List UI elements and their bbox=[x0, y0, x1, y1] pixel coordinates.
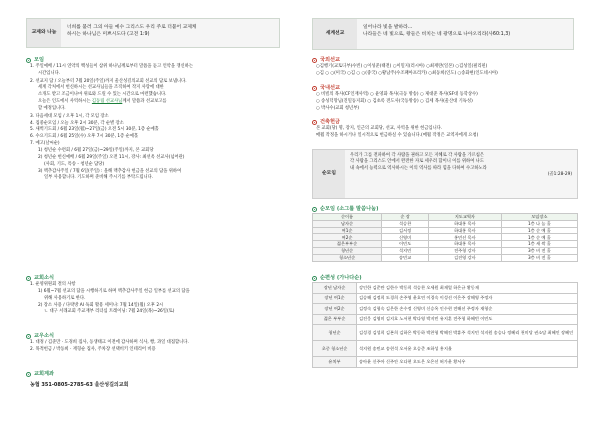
bullet-circle-icon bbox=[312, 276, 317, 281]
bullet-circle-icon bbox=[312, 120, 317, 125]
table-cell: 청년순 bbox=[313, 325, 357, 341]
list-item: 오늘은 인도에서 사역하시는 김동림 선교사님께서 말씀과 선교보고를 bbox=[38, 99, 167, 105]
table-row bbox=[313, 341, 578, 357]
left-page bbox=[26, 12, 296, 420]
right-page bbox=[312, 12, 582, 420]
table-row bbox=[313, 314, 578, 325]
member-news-list bbox=[26, 340, 284, 353]
domestic-mission-list bbox=[312, 92, 582, 111]
bullet-circle-icon bbox=[26, 372, 31, 377]
table-row bbox=[313, 325, 578, 341]
list-item: 2. 선교지 담 / 오늘부터 7월 20일(주일)까지 울산성길의교회 선교의 담로 보냅니다. bbox=[30, 78, 187, 84]
bullet-circle-icon bbox=[312, 58, 317, 63]
list-item: 일부 사용합니다. 기도하며 준비해 주시기를 부탁드립니다. bbox=[44, 175, 154, 181]
table-cell: 장년 여1순 bbox=[313, 293, 357, 304]
section-overseas-mission bbox=[312, 56, 582, 78]
section-church-news bbox=[26, 274, 284, 316]
table-cell: 김승해 김정희 도경희 손주영 윤호연 이경숙 이성선 이은주 장해영 주정자 bbox=[357, 293, 578, 304]
bullet-circle-icon bbox=[312, 86, 317, 91]
table-cell: 장년 남자순 bbox=[313, 283, 357, 294]
table-cell: 김성경 김성희 김본희 김하은 박동하 박찬형 박해진 박휴주 석지민 석지원 송승나 정혜리 천미당 권소담 최혜인 장혜인 bbox=[357, 325, 578, 341]
motto-line-2: 하시는 하나님은 미쁘시도다 (고전 1:9) bbox=[67, 32, 150, 38]
table-cell: 유치부 bbox=[313, 357, 357, 368]
fellowship-motto-box bbox=[26, 18, 280, 48]
section-moim bbox=[26, 56, 284, 182]
table-cell: 전주형 강사 bbox=[429, 247, 502, 254]
verse-reference: (골1:28-29) bbox=[547, 172, 572, 178]
world-mission-box bbox=[312, 18, 574, 50]
world-mission-tag: 세계선교 bbox=[313, 19, 357, 49]
motto-line-1: 너희를 불러 그의 아들 예수 그리스도 우리 주로 더불어 교제케 bbox=[67, 25, 197, 30]
list-item: 1. 대정 / 김준만 · 도경희 집사, 동생태크 이전에 감사하며 식사, 빵, 과일 대접합니다. bbox=[30, 340, 189, 345]
list-item: 4. 집중순모임 / 오늘 오후 2시 30분, 각 순별 장소 bbox=[30, 120, 124, 126]
table-cell: 석지민 bbox=[382, 247, 429, 254]
list-item: 1. 운영위원회 결의 사항 bbox=[30, 282, 76, 287]
list-item: 5. 새벽기도회 / 6월 23일(월)~27일(금) 오전 5시 30분, 1층 순예홀 bbox=[30, 127, 159, 133]
building-offering-title: 건축헌금 bbox=[320, 118, 341, 125]
building-offering-list bbox=[312, 126, 582, 139]
group-members-table bbox=[312, 282, 578, 368]
bank-account-number: 농협 351-0805-2785-63 울산성길의교회 bbox=[30, 382, 129, 388]
list-item: ○김행기(교토디부)수빈) ○이성준(태전) ○이밀지(러시아) ○최재란(일본) ○김성일(필리핀) bbox=[316, 64, 488, 69]
section-title bbox=[26, 332, 284, 340]
section-group-members-table bbox=[312, 274, 578, 368]
list-item: 1) 청년순 수련회 / 6월 27일(금)~29일(주일)까지, 본 교회당 bbox=[38, 147, 154, 153]
table-row bbox=[313, 293, 578, 304]
table-cell: 초중 청소년순 bbox=[313, 341, 357, 357]
table-cell: 남자순 bbox=[313, 220, 382, 227]
list-item: 2) 청년순 헌신예배 / 6월 29일(주일) 오전 11시, 강사: 최선옥 선교사(넘어관) bbox=[38, 154, 185, 160]
verse-line: 내 속에서 능력으로 역사하시는 이의 역사를 따라 힘을 다하여 수고하노라 bbox=[350, 165, 487, 171]
world-mission-text bbox=[357, 19, 573, 49]
group-members-title: 순편성 (가나다순) bbox=[320, 274, 362, 281]
list-item: ○ 송성덕망님(진밀동지회) ○ 김초록 전도사(국동방송) ○ 김세 목사(울산대 기독성) bbox=[316, 98, 473, 104]
list-item: 2. 목적헌금 / 박동희 · 재형순 집사, 주차장 선택비키 인테리어 비용 bbox=[30, 346, 156, 352]
table-cell: 하대홍 목사 bbox=[429, 227, 502, 234]
overseas-mission-title: 국외선교 bbox=[320, 56, 341, 63]
table-cell: 3층 비 전 홀 bbox=[501, 254, 577, 261]
list-item: ○김 ○ ○(미국) ○김 ○ ○(중국) ○황남주(수조패아프리카) ○최동희(인도) ○송화현(인도네시아) bbox=[316, 70, 498, 76]
section-account bbox=[26, 370, 284, 389]
verse-line: 각 사람을 그리스도 안에서 완전한 자로 세우려 함이니 이를 위하여 나도 bbox=[350, 159, 485, 165]
bullet-circle-icon bbox=[26, 276, 31, 281]
small-group-verse-box bbox=[312, 149, 578, 199]
mission-verse-line-2: 나라들은 네 빛으로, 왕들은 비치는 네 광명으로 나아오리라(사60:1,3) bbox=[363, 32, 511, 38]
table-row bbox=[313, 234, 578, 241]
table-row bbox=[313, 220, 578, 227]
section-title bbox=[312, 56, 582, 64]
list-item: 소개도 받고 조금이나마 위로와 드릴 수 있는 시간으로 마련했습니다. bbox=[38, 92, 167, 98]
section-domestic-mission bbox=[312, 84, 582, 113]
column-header: 지도교역자 bbox=[429, 214, 502, 221]
table-cell: 청년순 bbox=[313, 247, 382, 254]
list-item: 1. 주일예배 / 11시 연약의 백성들이 삼위 하나님께로부터 말씀을 듣고 언약을 갱신하는 bbox=[30, 64, 194, 69]
table-cell: 김정숙 김형숙 김은한 손수정 신영미 신승옥 인수현 전해선 주정자 재형순 bbox=[357, 304, 578, 315]
motto-text bbox=[61, 19, 279, 47]
table-cell: 여1순 bbox=[313, 227, 382, 234]
moim-list bbox=[26, 64, 284, 181]
table-row bbox=[313, 227, 578, 234]
bullet-circle-icon bbox=[26, 58, 31, 63]
small-group-table-title: 순모임 (소그룹 말씀나눔) bbox=[320, 205, 379, 212]
table-cell: 김진영 강사 bbox=[429, 254, 502, 261]
verse-line: 우리가 그를 전파하여 각 사람을 권하고 모든 지혜로 각 사람을 가르침은 bbox=[350, 153, 485, 158]
table-cell: 3층 비 전 홀 bbox=[501, 247, 577, 254]
list-item: 본 교회(당) 명, 장지, 인근의 교회당, 선교, 사역을 위한 헌금입니다. bbox=[316, 126, 443, 131]
table-cell: 석승찬 bbox=[382, 220, 429, 227]
moim-title: 모임 bbox=[34, 56, 45, 63]
small-group-table bbox=[312, 213, 578, 262]
section-small-group-table bbox=[312, 205, 578, 262]
table-cell: 여2순 bbox=[313, 234, 382, 241]
list-item: 3) 맥추감사주일 / 7월 6일(주일) : 올해 맥추감사 헌금을 선교의 담을 위하여 bbox=[38, 168, 182, 174]
table-row bbox=[313, 247, 578, 254]
table-cell: 하대홍 목사 bbox=[429, 220, 502, 227]
table-cell: 강인한 김준만 김한수 박동희 석승찬 오세원 최재열 하은규 황동재 bbox=[357, 283, 578, 294]
list-item: 3. 다음세대 모임 / 오후 1시, 각 모임 장소 bbox=[30, 113, 109, 119]
table-cell: 1층 순 예 홀 bbox=[501, 234, 577, 241]
column-header: 순 장 bbox=[382, 214, 429, 221]
column-header: 순이름 bbox=[313, 214, 382, 221]
table-row bbox=[313, 254, 578, 261]
church-news-list bbox=[26, 282, 284, 315]
section-title bbox=[26, 274, 284, 282]
domestic-mission-title: 국내선교 bbox=[320, 84, 341, 91]
table-cell: 신영미 bbox=[382, 234, 429, 241]
list-item: ㄴ 대구 서래교회 주교재부 리더십 트레이닝: 7월 24일(목)~26일(토) bbox=[44, 309, 175, 315]
table-cell: 김서정 bbox=[382, 227, 429, 234]
section-title bbox=[312, 274, 578, 282]
table-cell: 홍민선 목사 bbox=[429, 234, 502, 241]
list-item: 2) 장소 사용 / 다락방 AI 독회 활용 세미나: 7월 14일(월) 오후 2시 bbox=[38, 302, 164, 308]
section-member-news bbox=[26, 332, 284, 354]
table-cell: 석지원 송민교 송현석 오서윤 오승준 조하성 홍지율 bbox=[357, 341, 578, 357]
small-group-verse bbox=[345, 150, 577, 198]
table-cell: 이민도 bbox=[382, 241, 429, 248]
section-title bbox=[312, 118, 582, 126]
table-row bbox=[313, 357, 578, 368]
small-group-tag: 순모임 bbox=[313, 150, 345, 198]
table-cell: 장년 여2순 bbox=[313, 304, 357, 315]
bullet-circle-icon bbox=[312, 207, 317, 212]
church-news-title: 교회소식 bbox=[34, 274, 55, 281]
list-item: 7. 예고(날씨순) bbox=[30, 141, 60, 147]
table-cell: 1층 나 눔 홀 bbox=[501, 220, 577, 227]
table-cell: 송민교 bbox=[382, 254, 429, 261]
table-row bbox=[313, 241, 578, 248]
table-cell: 하대홍 목사 bbox=[429, 241, 502, 248]
table-row bbox=[313, 304, 578, 315]
list-item: (사회, 기도, 특송 - 청년순 담당) bbox=[44, 161, 105, 167]
member-news-title: 교우소식 bbox=[34, 332, 55, 339]
section-building-offering bbox=[312, 118, 582, 140]
account-body bbox=[26, 378, 284, 389]
list-item: ○ 박사수(교회 청년부) bbox=[316, 105, 360, 111]
list-item: 매월 작정을 하시거나 일시적으로 헌금하실 수 있습니다.(매월 작정은 교역자에게 요청) bbox=[316, 132, 479, 138]
list-item: ○ 비빌의 목사(CF인재사역) ○ 윤영화 목사(극동 방송) ○ 제대준 목사(SF대 동학상수) bbox=[316, 92, 478, 97]
table-cell: 김진웅 김영미 김지호 노서현 박다영 박지민 유지훈 전주형 하혜빈 이민도 bbox=[357, 314, 578, 325]
list-item: 할 예정입니다. bbox=[38, 105, 66, 111]
motto-tag: 교제와 나눔 bbox=[27, 19, 61, 47]
missionary-name-highlight: 김동림 선교사님 bbox=[91, 99, 123, 105]
table-cell: 송아윤 신주아 신주안 오다현 오도은 오은선 허가윤 황서우 bbox=[357, 357, 578, 368]
table-row bbox=[313, 283, 578, 294]
section-title bbox=[312, 84, 582, 92]
mission-verse-line-1: 일어나라 빛을 발하라... bbox=[363, 25, 413, 30]
section-title bbox=[26, 370, 284, 378]
table-cell: 젊은부부순 bbox=[313, 241, 382, 248]
list-item: 위해 사용하기로 한다. bbox=[44, 295, 86, 301]
table-cell: 1층 순 예 홀 bbox=[501, 227, 577, 234]
bullet-circle-icon bbox=[26, 334, 31, 339]
list-item: 6. 수요기도회 / 6월 25일(수) 오후 7시 30분, 1층 순예홀 bbox=[30, 134, 139, 140]
list-item: 시간입니다. bbox=[38, 70, 61, 76]
column-header: 모임장소 bbox=[501, 214, 577, 221]
table-cell: 젊은 부부순 bbox=[313, 314, 357, 325]
list-item: 세계 각처에서 헌신하시는 선교사님들을 조직하여 작지 사랑에 대한 bbox=[38, 85, 164, 91]
section-title bbox=[312, 205, 578, 213]
section-title bbox=[26, 56, 284, 64]
table-cell: 청소년순 bbox=[313, 254, 382, 261]
account-title: 교회계좌 bbox=[34, 370, 55, 377]
table-cell: 1층 새 싹 홀 bbox=[501, 241, 577, 248]
list-item: 1) 6월~7월 선교의 담을 시행하기로 하며 맥추감사주일 헌금 일부를 선교의 담을 bbox=[38, 288, 190, 294]
table-header-row bbox=[313, 214, 578, 221]
overseas-mission-list bbox=[312, 64, 582, 77]
